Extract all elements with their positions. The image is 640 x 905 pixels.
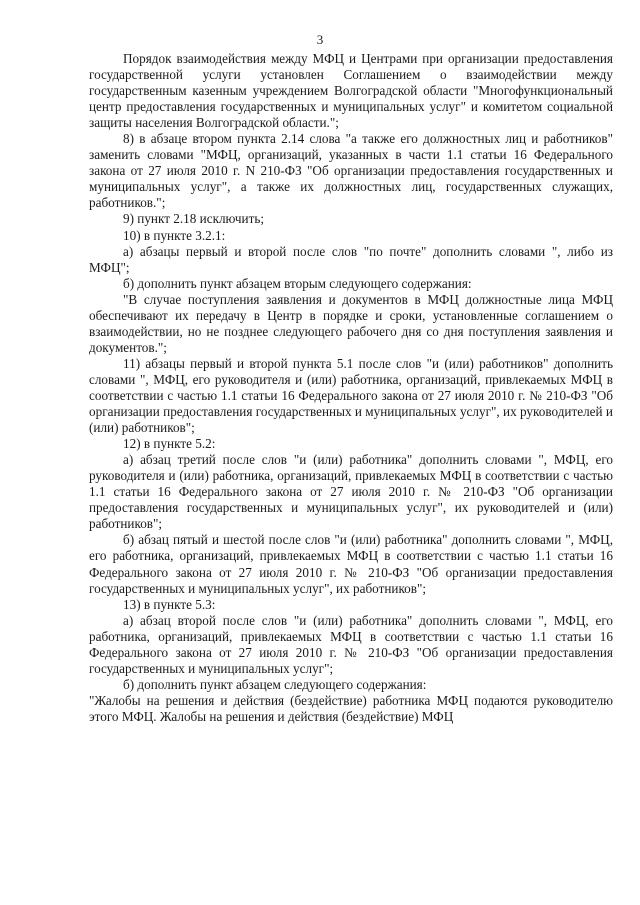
paragraph-item-13: 13) в пункте 5.3: <box>123 596 216 612</box>
paragraph-item-8: 8) в абзаце втором пункта 2.14 слова "а также его должностных лиц и работников" заменить словами "МФЦ, организаций, указанных в части 1.1 статьи 16 Федерального закона от 27 июля 2010 г. N 210-ФЗ "Об организации предоставления государственных и муниципальных услуг", а также их должностных лиц, государственных служащих, работников."; <box>89 131 613 211</box>
paragraph-item-9: 9) пункт 2.18 исключить; <box>123 211 265 227</box>
page-number: 3 <box>316 32 324 47</box>
paragraph-item-13-a: а) абзац второй после слов "и (или) работника" дополнить словами ", МФЦ, его работника, организаций, привлекаемых МФЦ в соответствии с частью 1.1 статьи 16 Федерального закона от 27 июля 2010 г. № 210-ФЗ "Об организации предоставления государственных и муниципальных услуг"; <box>89 612 613 676</box>
paragraph-item-12-b: б) абзац пятый и шестой после слов "и (или) работника" дополнить словами ", МФЦ, его работника, организаций, привлекаемых МФЦ в соответствии с частью 1.1 статьи 16 Федерального закона от 27 июля 2010 г. № 210-ФЗ "Об организации предоставления государственных и муниципальных услуг", их работников"; <box>89 532 613 596</box>
paragraph-item-12: 12) в пункте 5.2: <box>123 436 216 452</box>
paragraph-item-13-b-quote: "Жалобы на решения и действия (бездействие) работника МФЦ подаются руководителю этого МФЦ. Жалобы на решения и действия (бездействие) МФЦ <box>89 692 613 724</box>
paragraph-item-10: 10) в пункте 3.2.1: <box>123 227 226 243</box>
paragraph-item-12-a: а) абзац третий после слов "и (или) работника" дополнить словами ", МФЦ, его руководителя и (или) работника, организаций, привлекаемых МФЦ в соответствии с частью 1.1 статьи 16 Федерального закона от 27 июля 2010 г. № 210-ФЗ "Об организации предоставления государственных и муниципальных услуг", их руководителей и (или) работников"; <box>89 452 613 532</box>
paragraph-order-of-interaction: Порядок взаимодействия между МФЦ и Центрами при организации предоставления государственной услуги установлен Соглашением о взаимодействии между государственным казенным учреждением Волгоградской области "Многофункциональный центр предоставления государственных и муниципальных услуг" и комитетом социальной защиты населения Волгоградской области."; <box>89 51 613 131</box>
paragraph-item-10-b-quote: "В случае поступления заявления и документов в МФЦ должностные лица МФЦ обеспечивают их передачу в Центр в порядке и сроки, установленные соглашением о взаимодействии, но не позднее следующего рабочего дня со дня поступления заявления и документов."; <box>89 291 613 355</box>
paragraph-item-11: 11) абзацы первый и второй пункта 5.1 после слов "и (или) работников" дополнить словами ", МФЦ, его руководителя и (или) работника, организаций, привлекаемых МФЦ в соответствии с частью 1.1 статьи 16 Федерального закона от 27 июля 2010 г. № 210-ФЗ "Об организации предоставления государственных и муниципальных услуг", их руководителей и (или) работников"; <box>89 355 613 436</box>
paragraph-item-10-b: б) дополнить пункт абзацем вторым следующего содержания: <box>123 275 472 291</box>
document-body <box>89 51 613 725</box>
paragraph-item-13-b: б) дополнить пункт абзацем следующего содержания: <box>123 676 427 692</box>
paragraph-item-10-a: а) абзацы первый и второй после слов "по почте" дополнить словами ", либо из МФЦ"; <box>89 243 613 275</box>
